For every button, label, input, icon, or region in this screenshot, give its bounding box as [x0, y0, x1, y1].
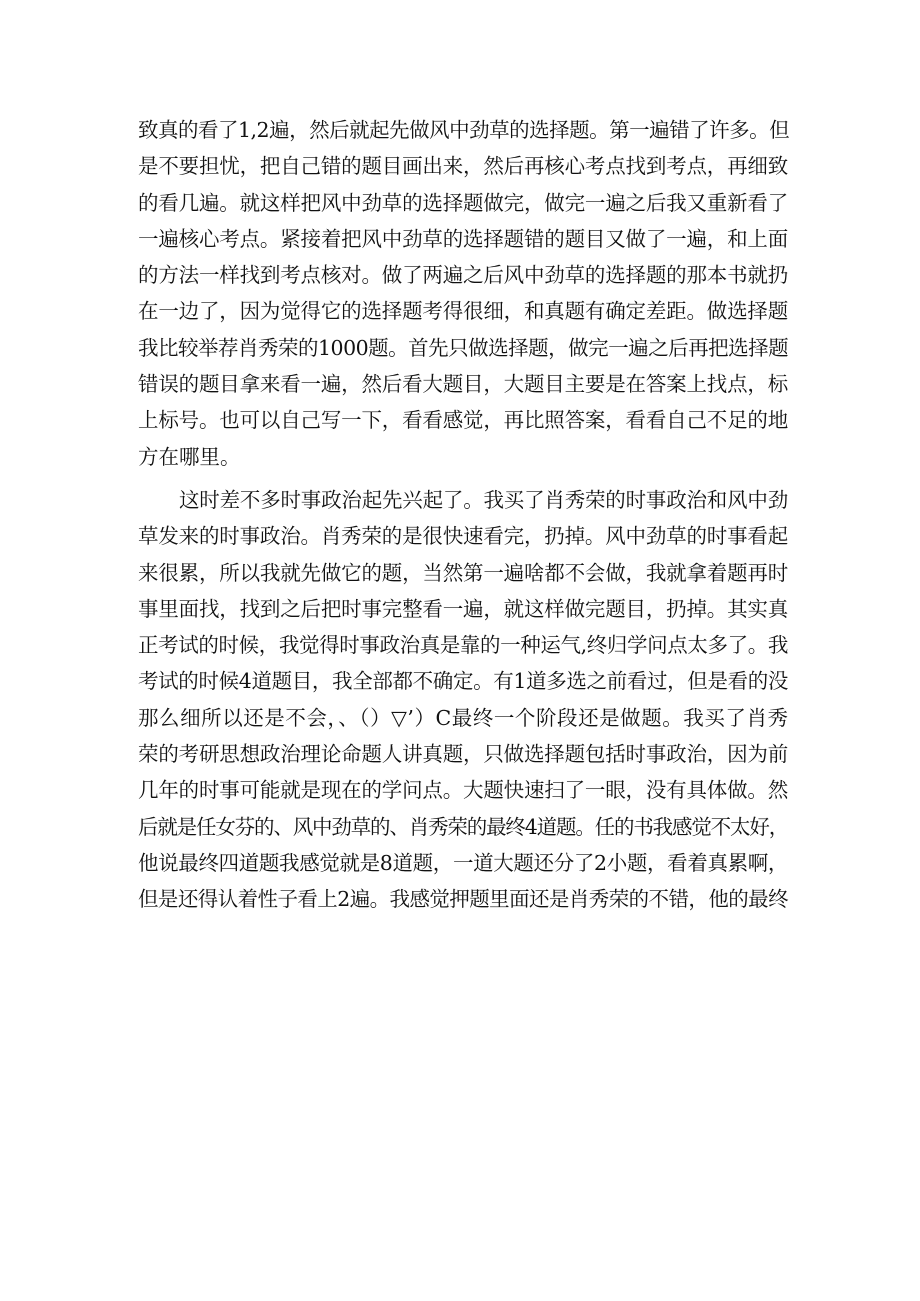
text-line: 草发来的时事政治。肖秀荣的是很快速看完，扔掉。风中劲草的时事看起: [138, 524, 788, 549]
text-line: 几年的时事可能就是现在的学问点。大题快速扫了一眼，没有具体做。然: [138, 778, 788, 803]
text-line: 考试的时候4道题目，我全部都不确定。有1道多选之前看过，但是看的没: [138, 669, 788, 694]
text-line: 我比较举荐肖秀荣的1000题。首先只做选择题，做完一遍之后再把选择题: [138, 335, 789, 360]
text-line: 是不要担忧，把自己错的题目画出来，然后再核心考点找到考点，再细致: [138, 154, 788, 179]
document-body: [138, 112, 788, 918]
text-line: 方在哪里。: [138, 444, 241, 469]
paragraph-1: [138, 112, 788, 475]
text-line: 一遍核心考点。紧接着把风中劲草的选择题错的题目又做了一遍，和上面: [138, 226, 788, 251]
text-line: 但是还得认着性子看上2遍。我感觉押题里面还是肖秀荣的不错，他的最终: [138, 887, 788, 912]
text-line: 错误的题目拿来看一遍，然后看大题目，大题目主要是在答案上找点，标: [138, 372, 788, 397]
text-line: 正考试的时候，我觉得时事政治真是靠的一种运气,终归学问点太多了。我: [138, 633, 788, 658]
text-line: 荣的考研思想政治理论命题人讲真题，只做选择题包括时事政治，因为前: [138, 742, 788, 767]
text-line: 上标号。也可以自己写一下，看看感觉，再比照答案，看看自己不足的地: [138, 408, 788, 433]
text-line: 他说最终四道题我感觉就是8道题，一道大题还分了2小题，看着真累啊，: [138, 850, 788, 875]
text-line: 的看几遍。就这样把风中劲草的选择题做完，做完一遍之后我又重新看了: [138, 190, 788, 215]
text-line: 来很累，所以我就先做它的题，当然第一遍啥都不会做，我就拿着题再时: [138, 560, 788, 585]
text-line: 那么细所以还是不会，、（）▽’）C最终一个阶段还是做题。我买了肖秀: [138, 705, 788, 730]
text-line: 在一边了，因为觉得它的选择题考得很细，和真题有确定差距。做选择题: [138, 299, 788, 324]
text-line: 致真的看了1,2遍，然后就起先做风中劲草的选择题。第一遍错了许多。但: [138, 118, 790, 142]
paragraph-2: [138, 482, 788, 918]
text-line: 这时差不多时事政治起先兴起了。我买了肖秀荣的时事政治和风中劲: [179, 487, 788, 512]
text-line: 后就是任女芬的、风中劲草的、肖秀荣的最终4道题。任的书我感觉不太好，: [138, 814, 788, 839]
text-line: 的方法一样找到考点核对。做了两遍之后风中劲草的选择题的那本书就扔: [138, 263, 788, 288]
text-line: 事里面找，找到之后把时事完整看一遍，就这样做完题目，扔掉。其实真: [138, 596, 788, 621]
